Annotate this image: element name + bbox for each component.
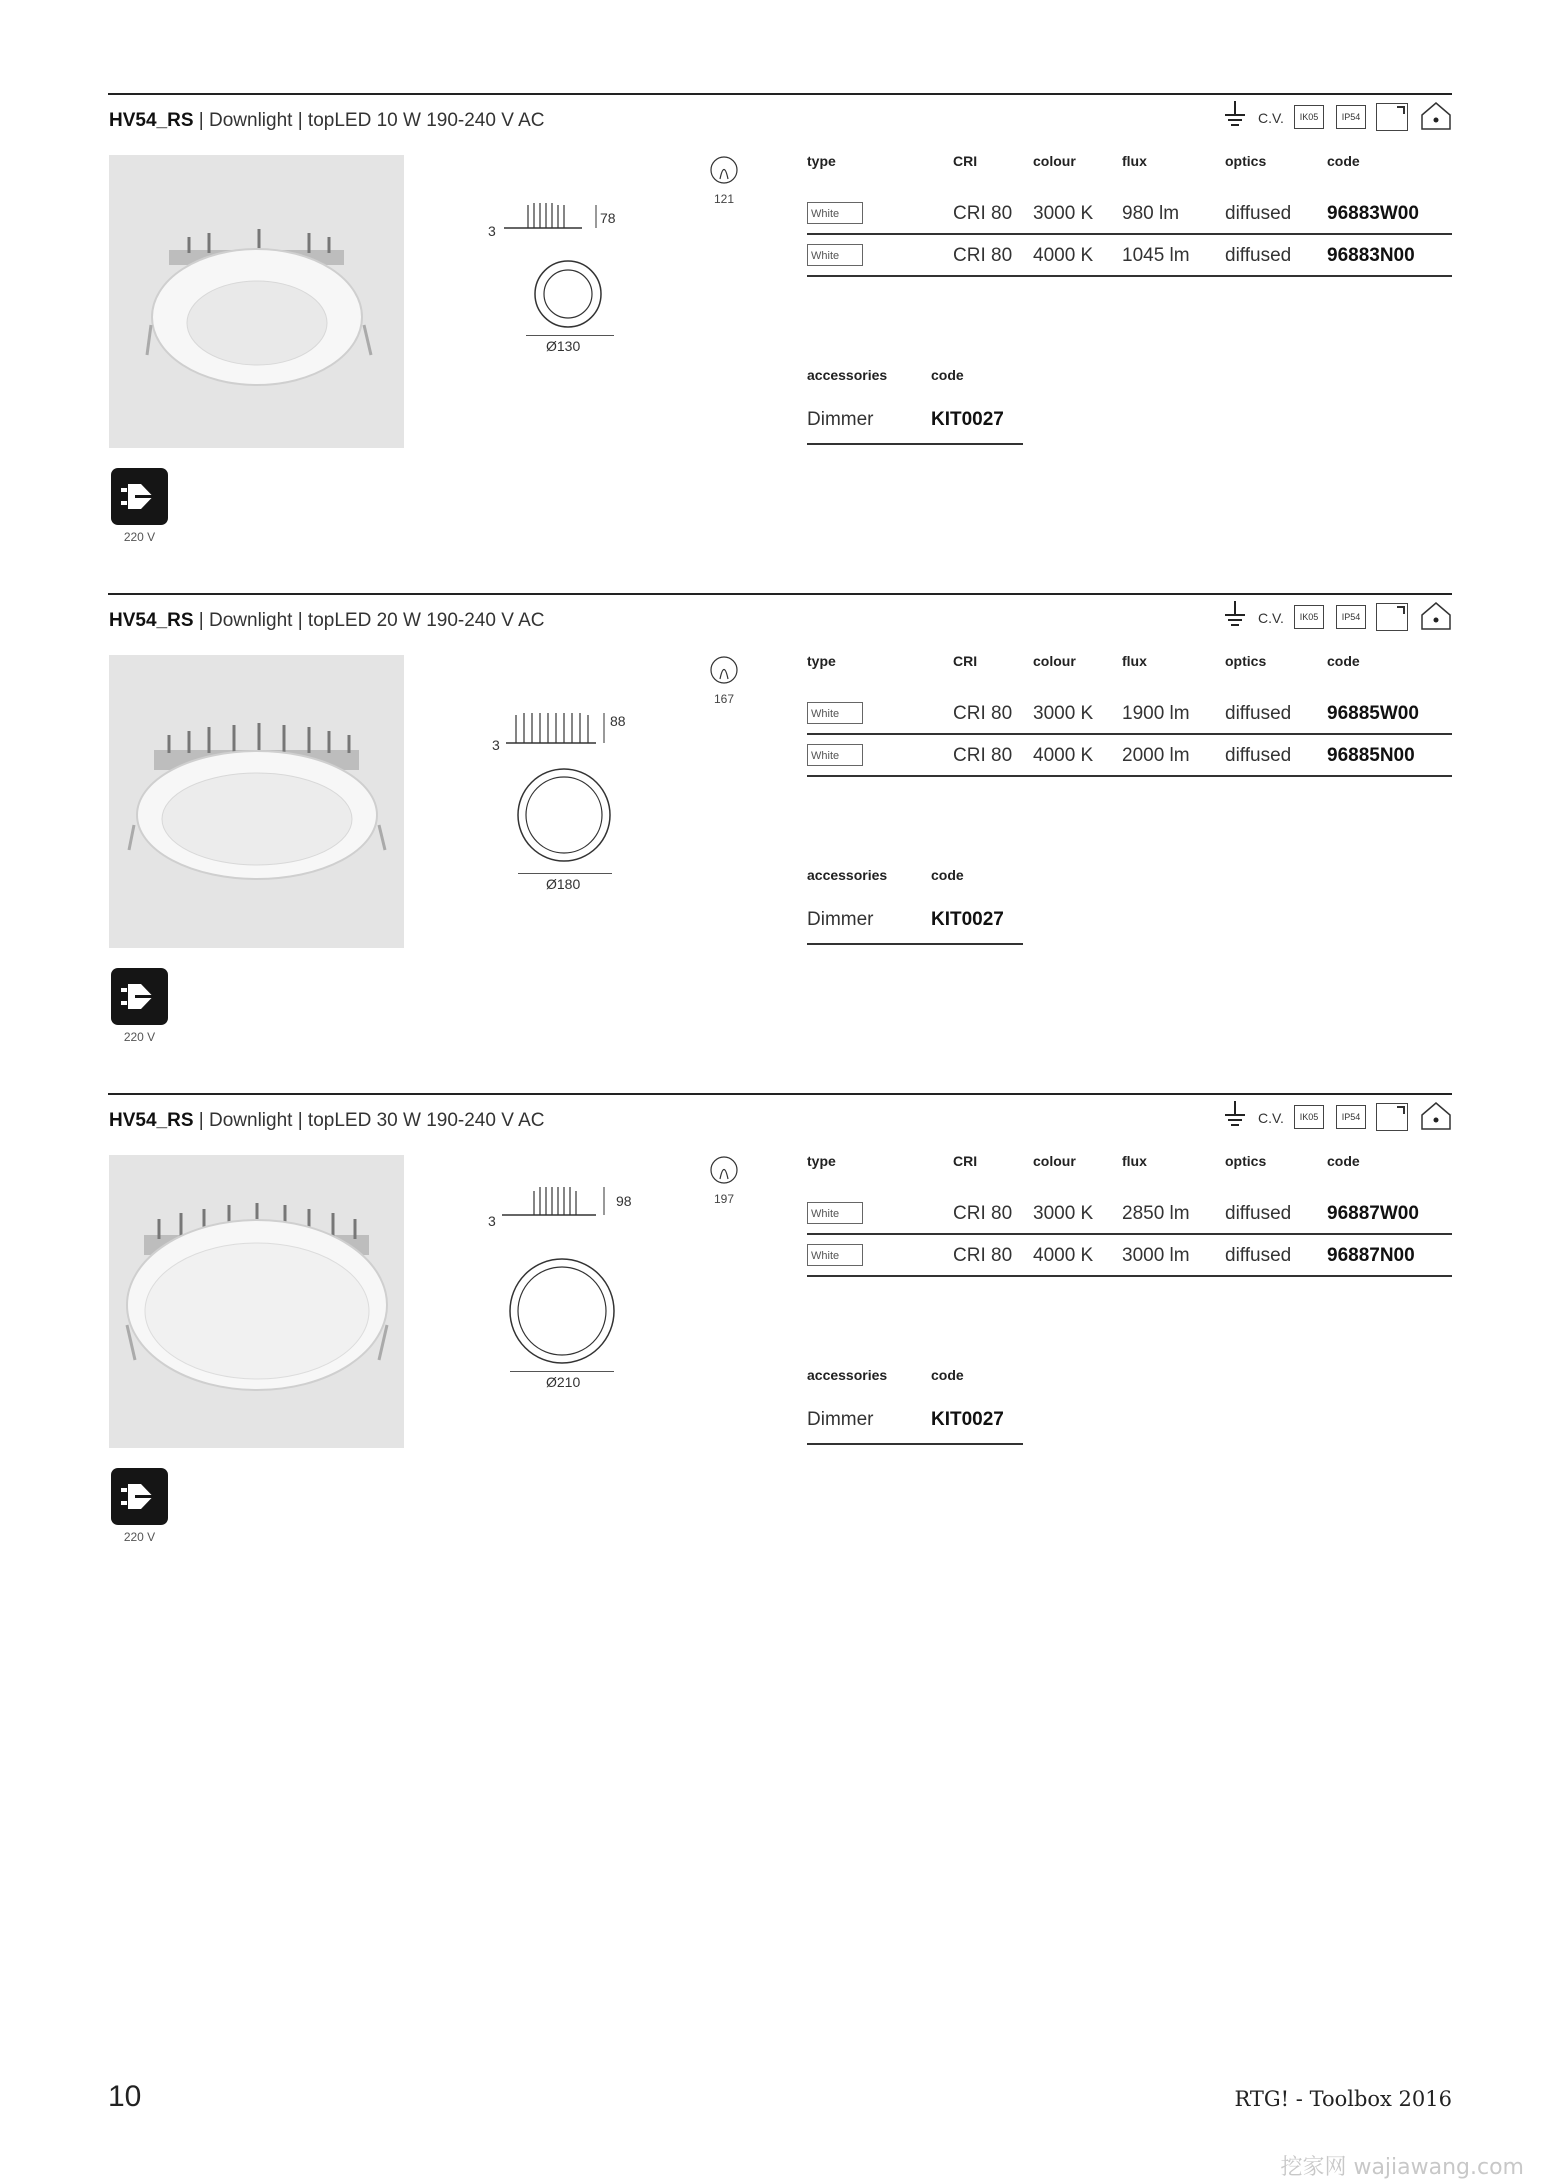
footer-title: RTG! - Toolbox 2016 [1234,2087,1452,2111]
product-section-2 [108,593,1452,1063]
table-row [807,1235,1452,1277]
indoor-use-icon [1420,601,1452,631]
header-type: type [807,653,836,669]
header-code: code [1327,653,1360,669]
voltage-label: 220 V [123,1030,156,1044]
table-header [807,653,1452,693]
header-flux: flux [1122,1153,1147,1169]
product-description: | Downlight | topLED 30 W 190-240 V AC [198,1110,545,1131]
cv-label: C.V. [1258,110,1284,126]
type-swatch: White [807,744,863,766]
header-cri: CRI [953,153,978,169]
colour-value: 4000 K [1033,245,1094,266]
cv-label: C.V. [1258,610,1284,626]
flux-value: 3000 lm [1122,1245,1190,1266]
side-dimension: 3 [488,1213,496,1229]
accessory-code: KIT0027 [931,409,1004,430]
colour-value: 3000 K [1033,703,1094,724]
header-acc-code: code [931,867,964,883]
product-table [807,1153,1452,1277]
plug-icon [111,968,168,1025]
header-cri: CRI [953,1153,978,1169]
cri-value: CRI 80 [953,1245,1013,1266]
product-section-1 [108,93,1452,563]
header-code: code [1327,153,1360,169]
ik-rating-badge: IK05 [1294,1105,1324,1129]
indoor-use-icon [1420,1101,1452,1131]
accessory-row [807,1407,1023,1445]
header-colour: colour [1033,1153,1076,1169]
beam-angle-icon [709,1155,739,1185]
accessories-header [807,1367,1023,1407]
diameter-dimension: Ø210 [546,1374,581,1390]
table-header [807,153,1452,193]
cri-value: CRI 80 [953,1203,1013,1224]
plug-icon [111,1468,168,1525]
ik-rating-badge: IK05 [1294,605,1324,629]
beam-angle-value: 167 [713,692,735,706]
product-description: | Downlight | topLED 10 W 190-240 V AC [198,110,545,131]
certification-icons [1222,601,1452,633]
height-dimension: 78 [600,210,616,226]
accessory-name: Dimmer [807,909,874,930]
header-cri: CRI [953,653,978,669]
product-description: | Downlight | topLED 20 W 190-240 V AC [198,610,545,631]
cri-value: CRI 80 [953,745,1013,766]
technical-drawing [488,173,648,383]
product-table [807,653,1452,777]
accessories-table [807,867,1023,945]
colour-value: 4000 K [1033,1245,1094,1266]
voltage-label: 220 V [123,1530,156,1544]
model-name: HV54_RS [109,1110,194,1131]
accessory-row [807,907,1023,945]
type-swatch: White [807,202,863,224]
product-code: 96885W00 [1327,703,1419,724]
indoor-use-icon [1420,101,1452,131]
beam-angle [704,155,744,206]
product-photo [109,155,404,448]
beam-angle [704,655,744,706]
header-optics: optics [1225,153,1267,169]
height-dimension: 88 [610,713,626,729]
product-title [109,1110,545,1132]
header-accessories: accessories [807,367,888,383]
accessory-code: KIT0027 [931,909,1004,930]
header-colour: colour [1033,153,1076,169]
header-colour: colour [1033,653,1076,669]
accessories-table [807,1367,1023,1445]
header-optics: optics [1225,1153,1267,1169]
technical-drawing [488,673,648,892]
optics-value: diffused [1225,745,1292,766]
optics-value: diffused [1225,245,1292,266]
accessory-name: Dimmer [807,1409,874,1430]
section-divider [108,1093,1452,1095]
ip-rating-badge: IP54 [1336,605,1366,629]
side-dimension: 3 [488,223,496,239]
product-code: 96883W00 [1327,203,1419,224]
ip-rating-badge: IP54 [1336,105,1366,129]
model-name: HV54_RS [109,610,194,631]
colour-value: 4000 K [1033,745,1094,766]
diameter-dimension: Ø180 [546,876,581,892]
product-table [807,153,1452,277]
header-code: code [1327,1153,1360,1169]
table-row [807,735,1452,777]
flux-value: 980 lm [1122,203,1180,224]
optics-value: diffused [1225,1245,1292,1266]
header-optics: optics [1225,653,1267,669]
header-flux: flux [1122,153,1147,169]
beam-angle-value: 197 [713,1192,735,1206]
cri-value: CRI 80 [953,203,1013,224]
side-profile-drawing [500,1181,612,1231]
watermark: 挖家网 wajiawang.com [1280,2155,1524,2180]
cri-value: CRI 80 [953,245,1013,266]
flux-value: 1045 lm [1122,245,1190,266]
front-view-drawing [514,765,614,865]
voltage-label: 220 V [123,530,156,544]
class-symbol-icon [1376,1103,1408,1131]
product-title [109,110,545,132]
type-swatch: White [807,244,863,266]
beam-angle-value: 121 [713,192,735,206]
accessory-row [807,407,1023,445]
table-row [807,693,1452,735]
product-code: 96887N00 [1327,1245,1415,1266]
ground-symbol-icon [1222,601,1248,631]
product-code: 96883N00 [1327,245,1415,266]
header-type: type [807,1153,836,1169]
header-accessories: accessories [807,1367,888,1383]
plug-icon [111,468,168,525]
optics-value: diffused [1225,1203,1292,1224]
flux-value: 1900 lm [1122,703,1190,724]
header-type: type [807,153,836,169]
product-photo [109,1155,404,1448]
optics-value: diffused [1225,203,1292,224]
header-acc-code: code [931,1367,964,1383]
model-name: HV54_RS [109,110,194,131]
header-flux: flux [1122,653,1147,669]
type-swatch: White [807,702,863,724]
certification-icons [1222,1101,1452,1133]
type-swatch: White [807,1244,863,1266]
front-view-drawing [506,1255,618,1367]
table-header [807,1153,1452,1193]
colour-value: 3000 K [1033,1203,1094,1224]
diameter-dimension: Ø130 [546,338,581,354]
header-accessories: accessories [807,867,888,883]
accessories-header [807,867,1023,907]
accessory-code: KIT0027 [931,1409,1004,1430]
height-dimension: 98 [616,1193,632,1209]
beam-angle-icon [709,155,739,185]
accessory-name: Dimmer [807,409,874,430]
header-acc-code: code [931,367,964,383]
section-divider [108,93,1452,95]
flux-value: 2850 lm [1122,1203,1190,1224]
accessories-table [807,367,1023,445]
accessories-header [807,367,1023,407]
technical-drawing [488,1173,648,1390]
product-photo [109,655,404,948]
type-swatch: White [807,1202,863,1224]
class-symbol-icon [1376,603,1408,631]
side-profile-drawing [504,707,614,757]
flux-value: 2000 lm [1122,745,1190,766]
front-view-drawing [532,258,604,330]
table-row [807,193,1452,235]
ground-symbol-icon [1222,1101,1248,1131]
ik-rating-badge: IK05 [1294,105,1324,129]
beam-angle-icon [709,655,739,685]
section-divider [108,593,1452,595]
class-symbol-icon [1376,103,1408,131]
beam-angle [704,1155,744,1206]
table-row [807,235,1452,277]
colour-value: 3000 K [1033,203,1094,224]
product-section-3 [108,1093,1452,1563]
cv-label: C.V. [1258,1110,1284,1126]
side-dimension: 3 [492,737,500,753]
cri-value: CRI 80 [953,703,1013,724]
certification-icons [1222,101,1452,133]
product-title [109,610,545,632]
ground-symbol-icon [1222,101,1248,131]
page-number: 10 [108,2080,142,2113]
product-code: 96887W00 [1327,1203,1419,1224]
optics-value: diffused [1225,703,1292,724]
ip-rating-badge: IP54 [1336,1105,1366,1129]
table-row [807,1193,1452,1235]
product-code: 96885N00 [1327,745,1415,766]
